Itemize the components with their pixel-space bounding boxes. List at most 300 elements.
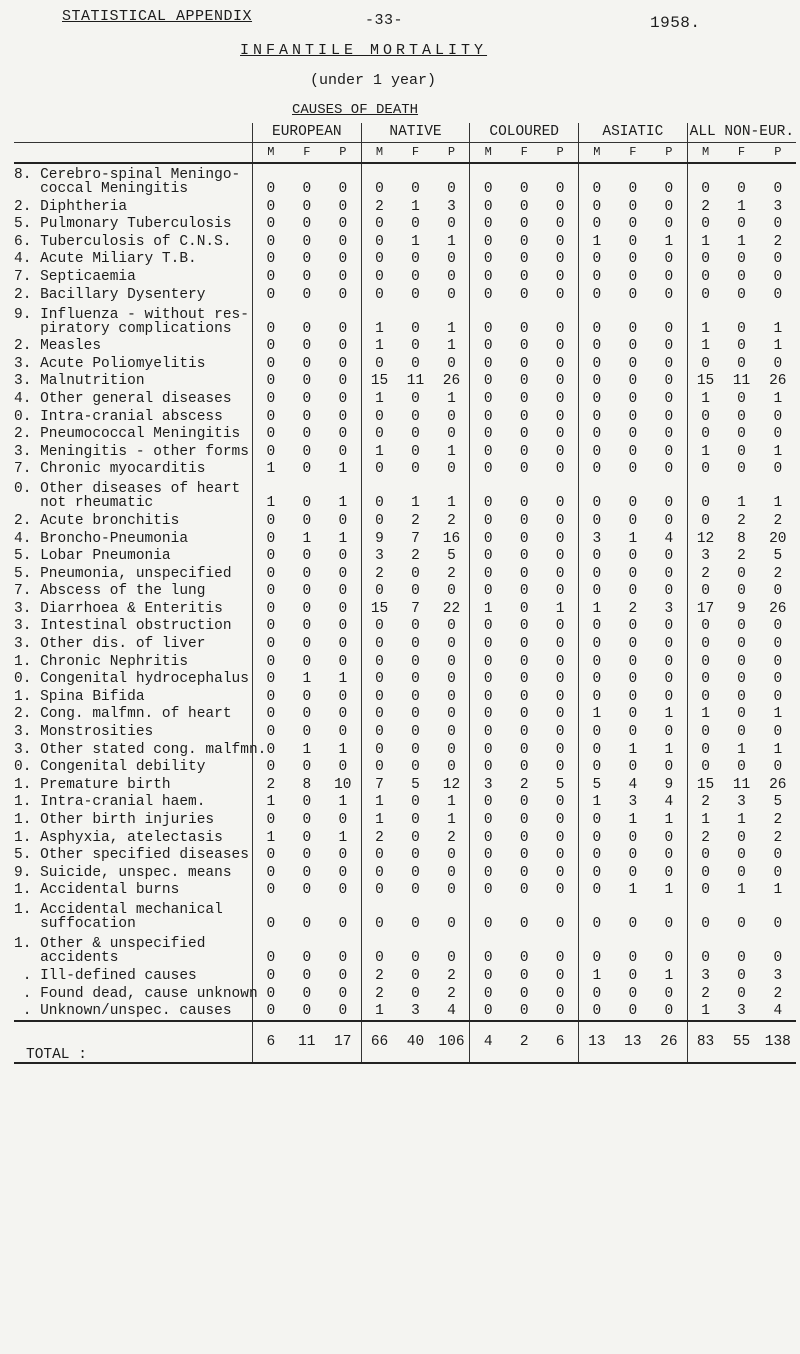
page-number: -33- — [365, 12, 404, 29]
count-cell: 0 — [555, 338, 565, 355]
count-cell: 0 — [664, 320, 674, 337]
count-cell: 0 — [252, 373, 288, 391]
table-row — [14, 618, 796, 636]
count-cell: 0 — [687, 268, 723, 286]
count-cell: 0 — [302, 864, 312, 881]
count-cell: 0 — [302, 829, 312, 846]
count-cell: 3 — [687, 548, 723, 566]
count-cell: 0 — [555, 426, 565, 443]
count-cell: 0 — [579, 565, 615, 583]
count-cell: 0 — [447, 583, 456, 600]
count-cell: 0 — [737, 829, 746, 846]
count-cell: 0 — [519, 233, 529, 250]
count-cell: 0 — [773, 426, 783, 443]
count-cell: 1 — [773, 338, 783, 355]
count-cell: 0 — [664, 847, 674, 864]
count-cell: 0 — [555, 967, 565, 984]
count-cell: 0 — [519, 355, 529, 372]
count-cell: 1 — [447, 443, 456, 460]
cause-label: 1. Asphyxia, atelectasis — [14, 829, 223, 846]
count-cell: 0 — [579, 163, 615, 198]
count-cell: 0 — [555, 251, 565, 268]
count-cell: 1 — [411, 495, 420, 512]
count-cell: 0 — [687, 635, 723, 653]
count-cell: 0 — [338, 653, 348, 670]
count-cell: 0 — [664, 565, 674, 582]
count-cell: 0 — [252, 286, 288, 304]
table-row — [14, 286, 796, 304]
count-cell: 0 — [628, 233, 638, 250]
count-cell: 0 — [252, 653, 288, 671]
count-cell: 0 — [664, 618, 674, 635]
cause-label: 7. Abscess of the lung — [14, 583, 206, 600]
count-cell: 0 — [737, 950, 746, 967]
count-cell: 0 — [252, 985, 288, 1003]
cause-label: 2. Bacillary Dysentery — [14, 286, 206, 303]
total-cell: 26 — [651, 1021, 687, 1063]
count-cell: 1 — [302, 671, 312, 688]
count-cell: 0 — [411, 216, 420, 233]
sub-header: M — [687, 143, 723, 164]
cause-label: 6. Tuberculosis of C.N.S. — [14, 233, 232, 250]
count-cell: 12 — [687, 530, 723, 548]
count-cell: 26 — [442, 373, 461, 390]
count-cell: 0 — [737, 847, 746, 864]
count-cell: 0 — [361, 286, 397, 304]
count-cell: 0 — [664, 355, 674, 372]
group-header: ASIATIC — [579, 123, 688, 143]
count-cell: 1 — [302, 530, 312, 547]
count-cell: 0 — [555, 985, 565, 1002]
count-cell: 0 — [252, 530, 288, 548]
count-cell: 0 — [338, 864, 348, 881]
count-cell: 0 — [579, 216, 615, 234]
count-cell: 1 — [664, 233, 674, 250]
count-cell: 5 — [579, 776, 615, 794]
count-cell: 1 — [664, 741, 674, 758]
count-cell: 0 — [579, 688, 615, 706]
count-cell: 0 — [252, 600, 288, 618]
count-cell: 0 — [411, 794, 420, 811]
count-cell: 0 — [338, 759, 348, 776]
count-cell: 2 — [773, 812, 783, 828]
count-cell: 0 — [302, 724, 312, 741]
count-cell: 0 — [579, 268, 615, 286]
count-cell: 0 — [555, 390, 565, 407]
count-cell: 0 — [773, 408, 783, 425]
cause-label: 5. Pulmonary Tuberculosis — [14, 216, 232, 233]
count-cell: 0 — [579, 251, 615, 269]
count-cell: 0 — [687, 688, 723, 706]
count-cell: 0 — [302, 233, 312, 250]
count-cell: 0 — [628, 916, 638, 933]
count-cell: 0 — [470, 933, 506, 967]
count-cell: 0 — [338, 688, 348, 705]
cause-label: 8. Cerebro-spinal Meningo- coccal Meningitis — [14, 167, 241, 197]
count-cell: 0 — [411, 759, 420, 776]
count-cell: 0 — [555, 181, 565, 197]
count-cell: 0 — [664, 495, 674, 512]
count-cell: 0 — [737, 426, 746, 443]
count-cell: 0 — [579, 759, 615, 777]
count-cell: 0 — [302, 390, 312, 407]
count-cell: 0 — [338, 251, 348, 268]
cause-label: 3. Monstrosities — [14, 724, 154, 741]
count-cell: 2 — [447, 967, 456, 984]
group-header-row — [14, 123, 796, 143]
count-cell: 0 — [519, 967, 529, 984]
count-cell: 0 — [773, 724, 783, 741]
count-cell: 1 — [628, 741, 638, 758]
count-cell: 0 — [519, 950, 529, 967]
table-row — [14, 530, 796, 548]
sub-header: P — [542, 143, 578, 164]
cause-label: . Unknown/unspec. causes — [14, 1003, 232, 1020]
count-cell: 0 — [411, 706, 420, 723]
count-cell: 0 — [773, 671, 783, 688]
count-cell: 0 — [361, 706, 397, 724]
count-cell: 5 — [773, 548, 783, 565]
count-cell: 0 — [687, 286, 723, 304]
count-cell: 0 — [470, 304, 506, 338]
count-cell: 0 — [470, 373, 506, 391]
count-cell: 0 — [338, 443, 348, 460]
count-cell: 0 — [579, 512, 615, 530]
count-cell: 0 — [773, 950, 783, 967]
count-cell: 0 — [519, 373, 529, 390]
count-cell: 0 — [470, 478, 506, 512]
count-cell: 0 — [252, 811, 288, 829]
count-cell: 0 — [338, 950, 348, 967]
count-cell: 1 — [338, 495, 348, 512]
count-cell: 0 — [664, 443, 674, 460]
count-cell: 0 — [361, 216, 397, 234]
count-cell: 0 — [555, 812, 565, 828]
table-row — [14, 565, 796, 583]
table-row — [14, 355, 796, 373]
count-cell: 0 — [555, 724, 565, 741]
count-cell: 0 — [664, 864, 674, 881]
total-cell: 138 — [760, 1021, 796, 1063]
count-cell: 0 — [773, 847, 783, 864]
cause-label: 2. Diphtheria — [14, 198, 128, 215]
count-cell: 0 — [470, 811, 506, 829]
cause-label: 1. Accidental mechanical suffocation — [14, 902, 223, 933]
count-cell: 4 — [664, 794, 674, 811]
count-cell: 0 — [773, 355, 783, 372]
count-cell: 1 — [773, 882, 783, 899]
count-cell: 3 — [737, 794, 746, 811]
count-cell: 0 — [579, 864, 615, 882]
count-cell: 0 — [411, 985, 420, 1002]
count-cell: 0 — [628, 338, 638, 355]
count-cell: 0 — [519, 985, 529, 1002]
count-cell: 0 — [361, 653, 397, 671]
count-cell: 0 — [687, 847, 723, 865]
count-cell: 1 — [773, 495, 783, 512]
count-cell: 0 — [411, 461, 420, 478]
count-cell: 0 — [519, 759, 529, 776]
count-cell: 0 — [519, 181, 529, 197]
count-cell: 0 — [773, 636, 783, 653]
count-cell: 0 — [773, 688, 783, 705]
table-row — [14, 864, 796, 882]
count-cell: 0 — [411, 967, 420, 984]
count-cell: 0 — [447, 216, 456, 233]
count-cell: 0 — [470, 899, 506, 933]
count-cell: 2 — [628, 600, 638, 617]
count-cell: 11 — [732, 776, 751, 793]
count-cell: 0 — [361, 583, 397, 601]
count-cell: 0 — [579, 373, 615, 391]
group-header: NATIVE — [361, 123, 470, 143]
table-row — [14, 794, 796, 812]
count-cell: 2 — [447, 985, 456, 1002]
table-body — [14, 163, 796, 1021]
table-row — [14, 1003, 796, 1022]
count-cell: 0 — [252, 390, 288, 408]
table-row — [14, 776, 796, 794]
count-cell: 0 — [687, 864, 723, 882]
count-cell: 0 — [361, 933, 397, 967]
count-cell: 0 — [555, 864, 565, 881]
count-cell: 0 — [664, 583, 674, 600]
count-cell: 0 — [361, 426, 397, 444]
count-cell: 0 — [338, 355, 348, 372]
count-cell: 0 — [302, 916, 312, 933]
count-cell: 0 — [338, 338, 348, 355]
count-cell: 0 — [737, 759, 746, 776]
count-cell: 0 — [302, 198, 312, 215]
page-title: INFANTILE MORTALITY — [240, 42, 488, 59]
count-cell: 0 — [302, 320, 312, 337]
count-cell: 0 — [252, 443, 288, 461]
count-cell: 0 — [411, 724, 420, 741]
count-cell: 0 — [447, 653, 456, 670]
count-cell: 0 — [470, 408, 506, 426]
table-row — [14, 426, 796, 444]
count-cell: 0 — [687, 512, 723, 530]
count-cell: 0 — [519, 706, 529, 723]
count-cell: 0 — [664, 198, 674, 215]
count-cell: 0 — [302, 216, 312, 233]
count-cell: 1 — [737, 198, 746, 215]
count-cell: 5 — [555, 776, 565, 793]
group-header: EUROPEAN — [252, 123, 361, 143]
table-row — [14, 811, 796, 829]
count-cell: 0 — [579, 198, 615, 216]
count-cell: 0 — [447, 355, 456, 372]
count-cell: 0 — [470, 882, 506, 900]
count-cell: 0 — [737, 916, 746, 933]
count-cell: 0 — [555, 618, 565, 635]
count-cell: 0 — [361, 759, 397, 777]
count-cell: 2 — [687, 794, 723, 812]
total-cell: 11 — [289, 1021, 325, 1063]
count-cell: 0 — [773, 216, 783, 233]
count-cell: 0 — [252, 741, 288, 759]
count-cell: 26 — [769, 373, 787, 390]
total-cell: 6 — [252, 1021, 288, 1063]
count-cell: 1 — [628, 812, 638, 828]
count-cell: 0 — [628, 548, 638, 565]
header-blank — [14, 143, 252, 164]
count-cell: 0 — [447, 847, 456, 864]
count-cell: 0 — [628, 355, 638, 372]
appendix-title: STATISTICAL APPENDIX — [62, 8, 253, 25]
count-cell: 0 — [447, 741, 456, 758]
table-row — [14, 548, 796, 566]
causes-heading: CAUSES OF DEATH — [292, 102, 419, 118]
count-cell: 0 — [519, 741, 529, 758]
count-cell: 0 — [555, 373, 565, 390]
count-cell: 0 — [519, 443, 529, 460]
count-cell: 0 — [519, 812, 529, 828]
count-cell: 1 — [579, 967, 615, 985]
cause-label: 7. Septicaemia — [14, 268, 136, 285]
count-cell: 0 — [579, 408, 615, 426]
count-cell: 1 — [664, 812, 674, 828]
count-cell: 0 — [361, 251, 397, 269]
count-cell: 0 — [555, 461, 565, 478]
count-cell: 0 — [338, 600, 348, 617]
cause-label: 7. Chronic myocarditis — [14, 461, 206, 478]
count-cell: 0 — [252, 338, 288, 356]
count-cell: 0 — [664, 216, 674, 233]
count-cell: 0 — [519, 794, 529, 811]
count-cell: 5 — [773, 794, 783, 811]
cause-label: 1. Intra-cranial haem. — [14, 794, 206, 811]
count-cell: 0 — [411, 390, 420, 407]
count-cell: 0 — [302, 688, 312, 705]
sub-header: P — [651, 143, 687, 164]
count-cell: 20 — [769, 530, 787, 547]
count-cell: 2 — [411, 548, 420, 565]
count-cell: 0 — [579, 338, 615, 356]
count-cell: 2 — [361, 967, 397, 985]
count-cell: 0 — [555, 653, 565, 670]
count-cell: 0 — [687, 426, 723, 444]
count-cell: 0 — [411, 618, 420, 635]
count-cell: 0 — [470, 286, 506, 304]
count-cell: 0 — [579, 390, 615, 408]
table-row — [14, 251, 796, 269]
count-cell: 0 — [555, 636, 565, 653]
count-cell: 0 — [579, 847, 615, 865]
count-cell: 1 — [361, 794, 397, 812]
count-cell: 0 — [411, 181, 420, 197]
count-cell: 0 — [579, 723, 615, 741]
count-cell: 0 — [628, 688, 638, 705]
count-cell: 0 — [519, 461, 529, 478]
table-row — [14, 268, 796, 286]
count-cell: 0 — [737, 724, 746, 741]
count-cell: 0 — [555, 829, 565, 846]
cause-label: 3. Other dis. of liver — [14, 636, 206, 653]
count-cell: 4 — [447, 1003, 456, 1020]
count-cell: 0 — [361, 461, 397, 479]
count-cell: 0 — [579, 829, 615, 847]
count-cell: 0 — [737, 985, 746, 1002]
count-cell: 0 — [252, 933, 288, 967]
table-row — [14, 933, 796, 967]
cause-label: 0. Other diseases of heart not rheumatic — [14, 481, 241, 512]
count-cell: 0 — [579, 618, 615, 636]
count-cell: 0 — [664, 390, 674, 407]
count-cell: 0 — [628, 426, 638, 443]
count-cell: 0 — [687, 759, 723, 777]
table-row — [14, 198, 796, 216]
count-cell: 0 — [579, 811, 615, 829]
count-cell: 0 — [519, 198, 529, 215]
count-cell: 0 — [447, 706, 456, 723]
count-cell: 1 — [447, 233, 456, 250]
count-cell: 0 — [447, 882, 456, 899]
count-cell: 0 — [664, 251, 674, 268]
count-cell: 0 — [338, 268, 348, 285]
count-cell: 0 — [555, 286, 565, 303]
count-cell: 0 — [302, 338, 312, 355]
count-cell: 0 — [447, 251, 456, 268]
sub-header: P — [434, 143, 470, 164]
count-cell: 0 — [628, 495, 638, 512]
count-cell: 0 — [470, 268, 506, 286]
count-cell: 0 — [302, 251, 312, 268]
count-cell: 0 — [411, 583, 420, 600]
count-cell: 0 — [361, 618, 397, 636]
count-cell: 0 — [737, 338, 746, 355]
count-cell: 0 — [338, 233, 348, 250]
count-cell: 0 — [447, 426, 456, 443]
count-cell: 0 — [519, 864, 529, 881]
sub-header: M — [470, 143, 506, 164]
count-cell: 0 — [555, 847, 565, 864]
count-cell: 0 — [628, 847, 638, 864]
count-cell: 0 — [411, 950, 420, 967]
count-cell: 2 — [361, 198, 397, 216]
count-cell: 0 — [252, 882, 288, 900]
count-cell: 0 — [519, 671, 529, 688]
count-cell: 0 — [519, 583, 529, 600]
table-row — [14, 723, 796, 741]
count-cell: 0 — [252, 565, 288, 583]
count-cell: 0 — [628, 864, 638, 881]
count-cell: 1 — [687, 443, 723, 461]
report-year: 1958. — [650, 14, 701, 32]
sub-header: M — [361, 143, 397, 164]
count-cell: 0 — [555, 233, 565, 250]
table-row — [14, 461, 796, 479]
count-cell: 0 — [470, 635, 506, 653]
table-row — [14, 741, 796, 759]
count-cell: 0 — [519, 426, 529, 443]
table-row — [14, 635, 796, 653]
count-cell: 0 — [579, 286, 615, 304]
cause-label: 3. Other stated cong. malfmn. — [14, 741, 267, 758]
count-cell: 1 — [252, 461, 288, 479]
count-cell: 0 — [361, 233, 397, 251]
count-cell: 0 — [338, 216, 348, 233]
count-cell: 0 — [338, 373, 348, 390]
count-cell: 0 — [447, 759, 456, 776]
cause-label: 2. Acute bronchitis — [14, 512, 180, 529]
count-cell: 2 — [737, 512, 746, 529]
count-cell: 0 — [737, 688, 746, 705]
table-row — [14, 967, 796, 985]
count-cell: 0 — [338, 706, 348, 723]
count-cell: 2 — [737, 548, 746, 565]
count-cell: 0 — [411, 688, 420, 705]
